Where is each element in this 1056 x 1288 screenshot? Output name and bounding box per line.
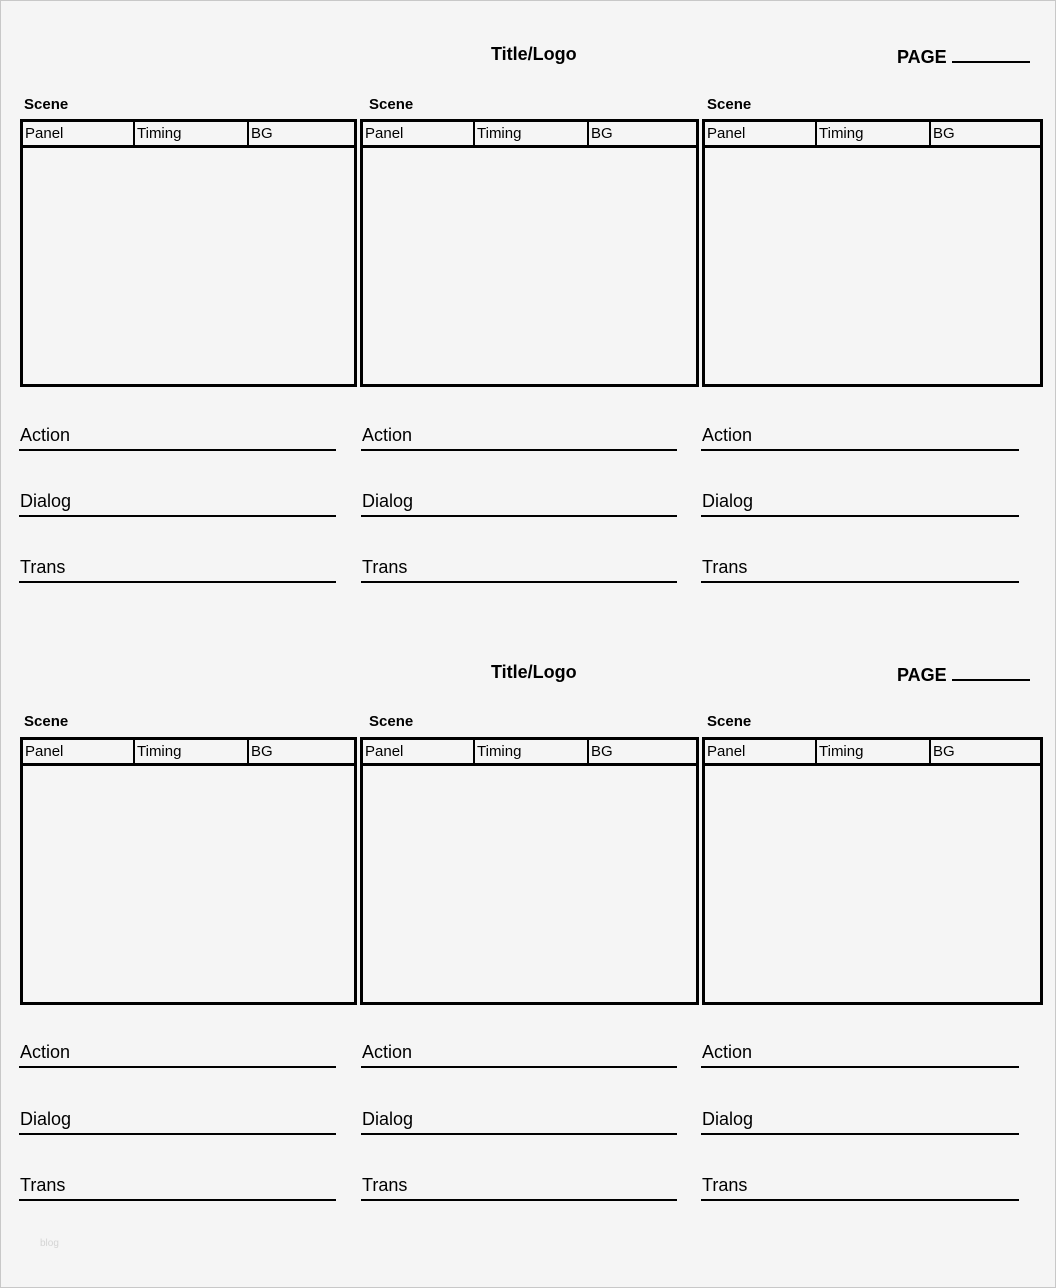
- trans-field[interactable]: [19, 1169, 336, 1201]
- bg-cell[interactable]: BG: [933, 743, 955, 760]
- action-label: Action: [702, 1042, 753, 1062]
- action-label: Action: [362, 1042, 413, 1062]
- action-field[interactable]: [701, 419, 1019, 451]
- panel-header: [363, 122, 696, 148]
- dialog-field[interactable]: [19, 1103, 336, 1135]
- scene-label: Scene: [24, 713, 69, 730]
- watermark: blog: [40, 1238, 59, 1249]
- dialog-label: Dialog: [20, 1109, 72, 1129]
- panel-header: [23, 122, 354, 148]
- panel-cell[interactable]: Panel: [705, 740, 817, 763]
- dialog-field[interactable]: [701, 1103, 1019, 1135]
- panel-frame[interactable]: [360, 119, 699, 387]
- bg-cell[interactable]: BG: [591, 125, 613, 142]
- dialog-label: Dialog: [702, 1109, 754, 1129]
- panel-header: [705, 740, 1040, 766]
- action-field[interactable]: [361, 1036, 677, 1068]
- dialog-field[interactable]: [361, 1103, 677, 1135]
- scene-label: Scene: [369, 713, 414, 730]
- panel-cell[interactable]: Panel: [363, 122, 475, 145]
- panel-frame[interactable]: [20, 119, 357, 387]
- action-field[interactable]: [19, 1036, 336, 1068]
- trans-field[interactable]: [361, 1169, 677, 1201]
- timing-cell[interactable]: Timing: [135, 740, 249, 763]
- page-number-field[interactable]: [897, 47, 1030, 68]
- trans-field[interactable]: [361, 551, 677, 583]
- panel-frame[interactable]: [702, 737, 1043, 1005]
- page-number-blank[interactable]: [952, 47, 1030, 63]
- action-field[interactable]: [19, 419, 336, 451]
- sheet-title: Title/Logo: [491, 44, 577, 64]
- timing-cell[interactable]: Timing: [817, 122, 931, 145]
- panel-cell[interactable]: Panel: [705, 122, 817, 145]
- bg-cell[interactable]: BG: [251, 743, 273, 760]
- action-label: Action: [362, 425, 413, 445]
- trans-field[interactable]: [701, 1169, 1019, 1201]
- trans-label: Trans: [702, 557, 748, 577]
- bg-cell[interactable]: BG: [933, 125, 955, 142]
- bg-cell[interactable]: BG: [251, 125, 273, 142]
- trans-label: Trans: [702, 1175, 748, 1195]
- panel-frame[interactable]: [360, 737, 699, 1005]
- dialog-field[interactable]: [701, 485, 1019, 517]
- scene-label: Scene: [369, 96, 414, 113]
- timing-cell[interactable]: Timing: [475, 740, 589, 763]
- action-label: Action: [702, 425, 753, 445]
- action-label: Action: [20, 425, 71, 445]
- scene-label: Scene: [707, 713, 752, 730]
- trans-field[interactable]: [701, 551, 1019, 583]
- action-label: Action: [20, 1042, 71, 1062]
- scene-label: Scene: [707, 96, 752, 113]
- page-label: PAGE: [897, 47, 947, 67]
- trans-label: Trans: [362, 1175, 408, 1195]
- dialog-label: Dialog: [702, 491, 754, 511]
- panel-cell[interactable]: Panel: [23, 740, 135, 763]
- dialog-label: Dialog: [362, 1109, 414, 1129]
- timing-cell[interactable]: Timing: [817, 740, 931, 763]
- panel-frame[interactable]: [20, 737, 357, 1005]
- page-number-field[interactable]: [897, 665, 1030, 686]
- panel-cell[interactable]: Panel: [363, 740, 475, 763]
- dialog-label: Dialog: [362, 491, 414, 511]
- dialog-field[interactable]: [361, 485, 677, 517]
- bg-cell[interactable]: BG: [591, 743, 613, 760]
- storyboard-sheet: [1, 1, 1056, 611]
- panel-frame[interactable]: [702, 119, 1043, 387]
- sheet-title: Title/Logo: [491, 662, 577, 682]
- action-field[interactable]: [361, 419, 677, 451]
- trans-label: Trans: [20, 557, 66, 577]
- trans-label: Trans: [20, 1175, 66, 1195]
- dialog-label: Dialog: [20, 491, 72, 511]
- action-field[interactable]: [701, 1036, 1019, 1068]
- trans-label: Trans: [362, 557, 408, 577]
- storyboard-sheet: [1, 619, 1056, 1229]
- scene-label: Scene: [24, 96, 69, 113]
- page-number-blank[interactable]: [952, 665, 1030, 681]
- dialog-field[interactable]: [19, 485, 336, 517]
- page-label: PAGE: [897, 665, 947, 685]
- panel-cell[interactable]: Panel: [23, 122, 135, 145]
- panel-header: [705, 122, 1040, 148]
- panel-header: [23, 740, 354, 766]
- trans-field[interactable]: [19, 551, 336, 583]
- timing-cell[interactable]: Timing: [475, 122, 589, 145]
- panel-header: [363, 740, 696, 766]
- timing-cell[interactable]: Timing: [135, 122, 249, 145]
